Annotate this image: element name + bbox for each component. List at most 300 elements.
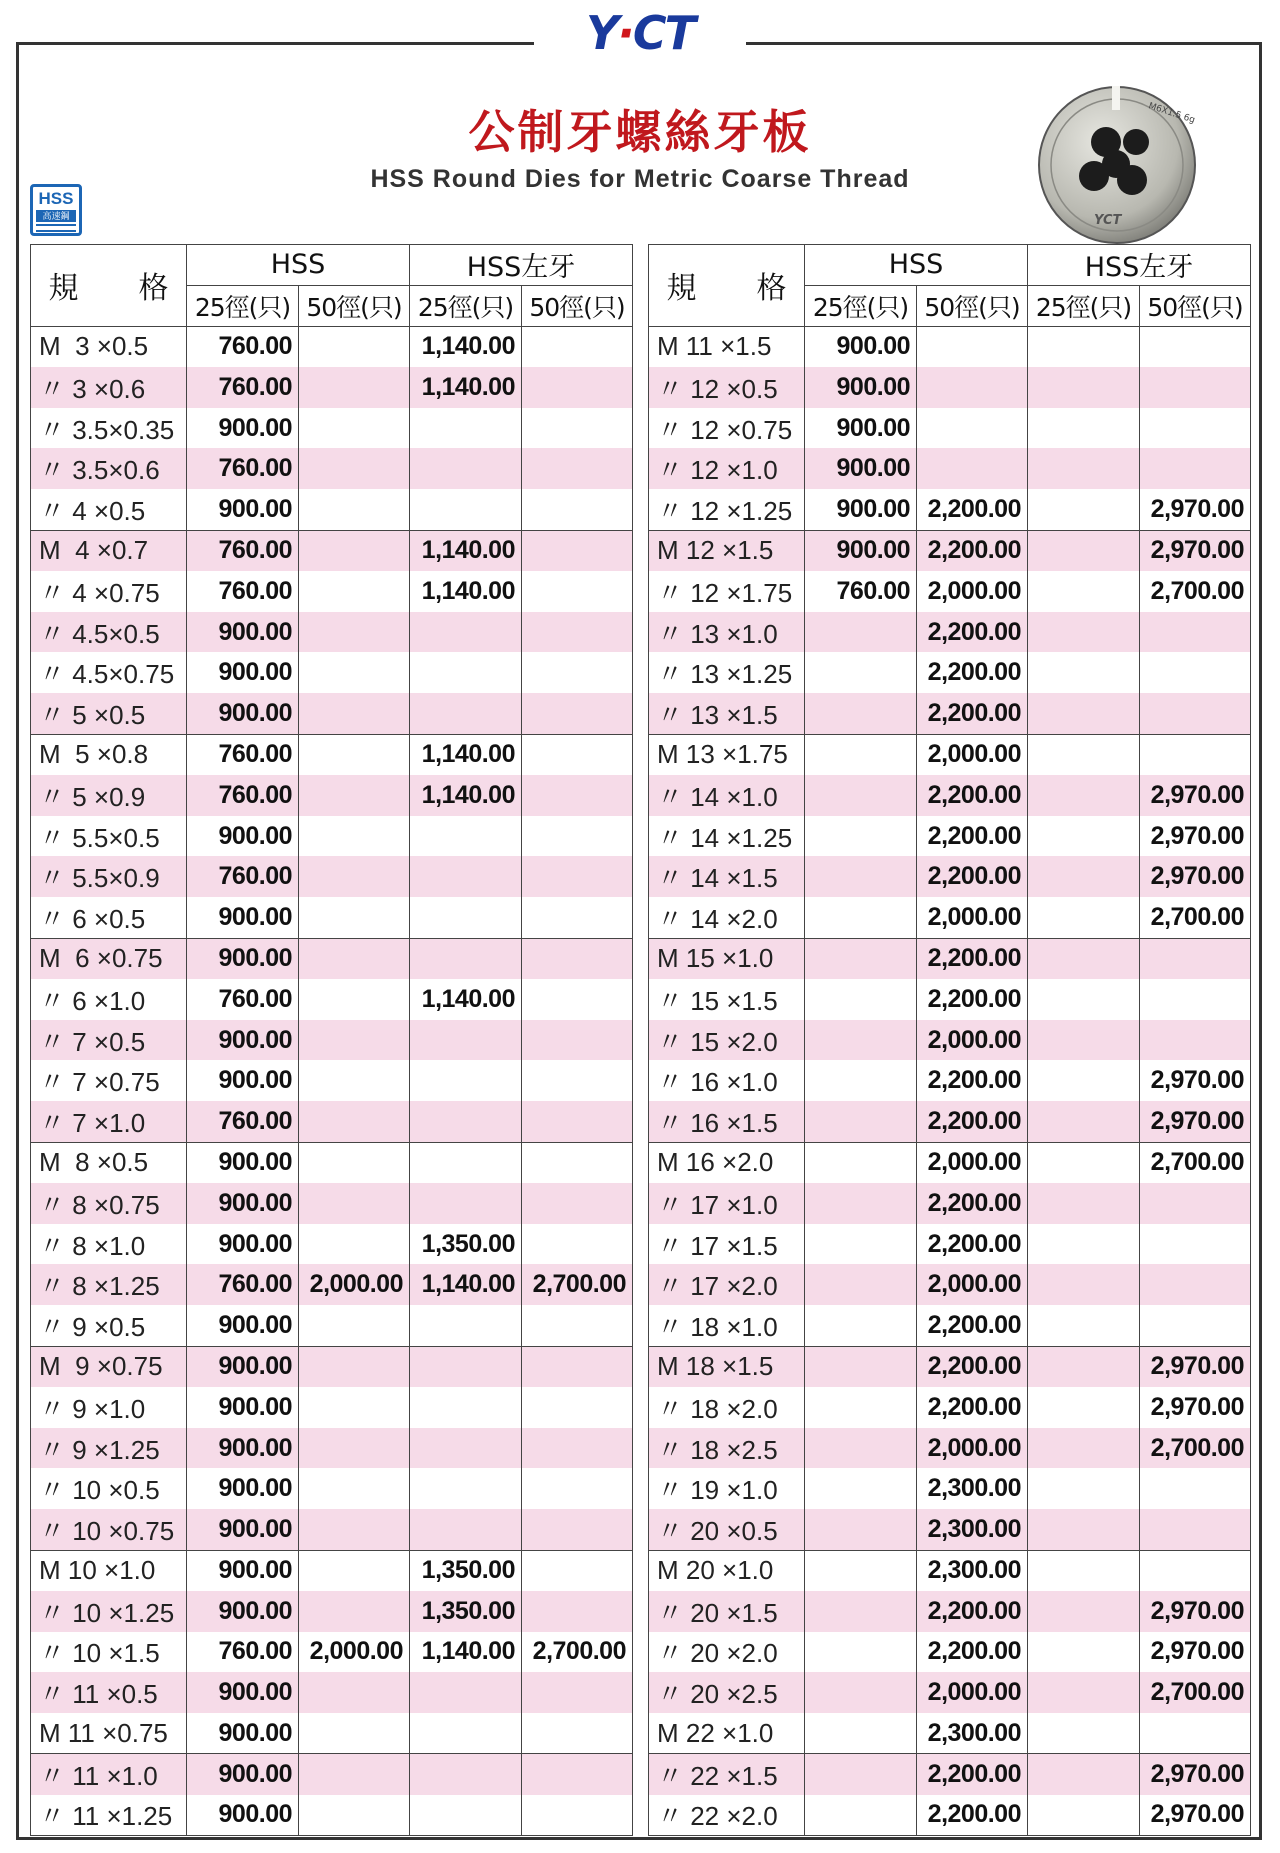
hss-left-25-price bbox=[1028, 1754, 1140, 1795]
hss-50-price: 2,200.00 bbox=[917, 1224, 1028, 1265]
hss-50-price: 2,300.00 bbox=[917, 1468, 1028, 1509]
spec-cell: 〃 13 ×1.5 bbox=[649, 693, 805, 734]
hss-left-50-price bbox=[522, 652, 633, 693]
table-row bbox=[31, 571, 633, 612]
hss-left-50-price: 2,970.00 bbox=[1140, 856, 1251, 897]
spec-cell: 〃 22 ×1.5 bbox=[649, 1754, 805, 1795]
hss-25-price: 760.00 bbox=[805, 571, 917, 612]
hss-50-price: 2,200.00 bbox=[917, 1591, 1028, 1632]
hss-left-25-price bbox=[1028, 1101, 1140, 1142]
hss-left-25-price bbox=[410, 1020, 522, 1061]
hss-50-price bbox=[299, 612, 410, 653]
table-row bbox=[649, 1632, 1251, 1673]
table-row bbox=[31, 734, 633, 775]
hss-25-price: 900.00 bbox=[187, 408, 299, 449]
hss-25-price bbox=[805, 1264, 917, 1305]
hss-left-25-price bbox=[1028, 1020, 1140, 1061]
table-row bbox=[31, 1672, 633, 1713]
hss-left-25-price bbox=[1028, 1346, 1140, 1387]
hss-50-header: 50徑(只) bbox=[917, 285, 1028, 326]
hss-50-price bbox=[299, 1020, 410, 1061]
spec-cell: 〃 13 ×1.0 bbox=[649, 612, 805, 653]
hss-left-25-price bbox=[1028, 530, 1140, 571]
hss-left-25-price bbox=[1028, 1672, 1140, 1713]
table-row bbox=[31, 1346, 633, 1387]
hss-left-50-price bbox=[522, 1795, 633, 1836]
hss-left-25-price bbox=[1028, 1264, 1140, 1305]
hss-25-price bbox=[805, 734, 917, 775]
hss-50-price bbox=[299, 1183, 410, 1224]
spec-cell: 〃 20 ×2.0 bbox=[649, 1632, 805, 1673]
hss-25-price: 900.00 bbox=[805, 448, 917, 489]
hss-left-50-price bbox=[522, 1020, 633, 1061]
spec-cell: M 10 ×1.0 bbox=[31, 1550, 187, 1591]
spec-cell: M 11 ×0.75 bbox=[31, 1713, 187, 1754]
price-table-left bbox=[30, 244, 633, 1836]
hss-left-25-price bbox=[410, 816, 522, 857]
table-row bbox=[649, 1672, 1251, 1713]
hss-25-price: 760.00 bbox=[187, 1632, 299, 1673]
table-row bbox=[31, 1428, 633, 1469]
table-row bbox=[31, 1020, 633, 1061]
table-row bbox=[649, 448, 1251, 489]
hss-25-price: 760.00 bbox=[187, 775, 299, 816]
hss-25-price bbox=[805, 979, 917, 1020]
hss-25-price bbox=[805, 652, 917, 693]
hss-left-50-price: 2,700.00 bbox=[1140, 897, 1251, 938]
table-row bbox=[31, 938, 633, 979]
hss-left-50-price bbox=[1140, 1020, 1251, 1061]
hss-left-50-price bbox=[522, 1387, 633, 1428]
hss-left-25-price bbox=[1028, 897, 1140, 938]
hss-50-price: 2,200.00 bbox=[917, 775, 1028, 816]
hss-left-25-price bbox=[410, 938, 522, 979]
hss-left-50-price: 2,970.00 bbox=[1140, 1795, 1251, 1836]
hss-left-50-price bbox=[522, 1550, 633, 1591]
hss-25-price: 900.00 bbox=[805, 530, 917, 571]
hss-50-price bbox=[299, 652, 410, 693]
spec-cell: 〃 12 ×0.75 bbox=[649, 408, 805, 449]
hss-left-25-price bbox=[1028, 1550, 1140, 1591]
hss-25-price bbox=[805, 775, 917, 816]
hss-25-price: 760.00 bbox=[187, 448, 299, 489]
die-logo: YCT bbox=[1094, 213, 1122, 228]
hss-25-price: 760.00 bbox=[187, 856, 299, 897]
hss-left-50-price bbox=[522, 571, 633, 612]
hss-50-price: 2,000.00 bbox=[917, 734, 1028, 775]
spec-cell: 〃 12 ×1.0 bbox=[649, 448, 805, 489]
table-row bbox=[31, 1550, 633, 1591]
hss-25-price: 900.00 bbox=[187, 1754, 299, 1795]
hss-50-price bbox=[299, 1101, 410, 1142]
hss-25-price: 900.00 bbox=[187, 1672, 299, 1713]
hss-25-price: 900.00 bbox=[187, 1183, 299, 1224]
hss-25-price: 900.00 bbox=[187, 816, 299, 857]
spec-cell: 〃 3.5×0.6 bbox=[31, 448, 187, 489]
spec-cell: M 4 ×0.7 bbox=[31, 530, 187, 571]
hss-50-price: 2,200.00 bbox=[917, 1346, 1028, 1387]
hss-left-50-price bbox=[522, 1713, 633, 1754]
hss-left-header: HSS左牙 bbox=[410, 245, 633, 286]
spec-cell: 〃 18 ×2.0 bbox=[649, 1387, 805, 1428]
hss-25-price bbox=[805, 816, 917, 857]
hss-left-50-price bbox=[522, 1754, 633, 1795]
spec-cell: 〃 11 ×0.5 bbox=[31, 1672, 187, 1713]
hss-50-price: 2,200.00 bbox=[917, 1632, 1028, 1673]
hss-50-price: 2,200.00 bbox=[917, 693, 1028, 734]
hss-left-25-price bbox=[1028, 612, 1140, 653]
table-row bbox=[649, 326, 1251, 367]
hss-25-price bbox=[805, 1672, 917, 1713]
spec-cell: 〃 10 ×0.75 bbox=[31, 1509, 187, 1550]
hss-50-price bbox=[299, 1142, 410, 1183]
hss-left-50-price bbox=[522, 1468, 633, 1509]
hss-50-price bbox=[299, 1387, 410, 1428]
hss-25-price: 900.00 bbox=[187, 1142, 299, 1183]
hss-25-price bbox=[805, 1183, 917, 1224]
spec-cell: 〃 20 ×2.5 bbox=[649, 1672, 805, 1713]
hss-25-price: 900.00 bbox=[187, 938, 299, 979]
hss-left-50-price bbox=[1140, 1509, 1251, 1550]
table-row bbox=[649, 1142, 1251, 1183]
hss-50-price bbox=[299, 856, 410, 897]
hss-left-50-price: 2,700.00 bbox=[522, 1264, 633, 1305]
hss-left-50-price: 2,700.00 bbox=[1140, 1428, 1251, 1469]
hss-50-price bbox=[299, 897, 410, 938]
spec-cell: M 9 ×0.75 bbox=[31, 1346, 187, 1387]
hss-25-price: 900.00 bbox=[187, 1305, 299, 1346]
hss-header: HSS bbox=[187, 245, 410, 286]
hss-25-price: 900.00 bbox=[805, 408, 917, 449]
hss-25-price: 760.00 bbox=[187, 367, 299, 408]
table-row bbox=[31, 897, 633, 938]
hss-50-price bbox=[299, 1346, 410, 1387]
table-row bbox=[31, 775, 633, 816]
table-row bbox=[31, 1754, 633, 1795]
die-marking: M6X1.5 6g bbox=[1147, 101, 1197, 126]
table-row bbox=[31, 693, 633, 734]
hss-50-price: 2,000.00 bbox=[917, 897, 1028, 938]
hss-25-price: 900.00 bbox=[805, 367, 917, 408]
spec-cell: 〃 8 ×1.0 bbox=[31, 1224, 187, 1265]
hss-left-50-price: 2,970.00 bbox=[1140, 1346, 1251, 1387]
hss-25-price: 900.00 bbox=[187, 1468, 299, 1509]
hss-25-price: 900.00 bbox=[187, 1387, 299, 1428]
hss-left-25-price bbox=[1028, 448, 1140, 489]
hss-left-25-price bbox=[1028, 1591, 1140, 1632]
hss-50-price: 2,300.00 bbox=[917, 1550, 1028, 1591]
table-row bbox=[649, 979, 1251, 1020]
hss-50-price bbox=[917, 326, 1028, 367]
hss-left-50-price: 2,970.00 bbox=[1140, 1101, 1251, 1142]
spec-cell: 〃 3 ×0.6 bbox=[31, 367, 187, 408]
table-row bbox=[649, 1754, 1251, 1795]
hss-left-25-price: 1,140.00 bbox=[410, 326, 522, 367]
spec-cell: M 22 ×1.0 bbox=[649, 1713, 805, 1754]
spec-cell: 〃 14 ×1.25 bbox=[649, 816, 805, 857]
table-row bbox=[31, 489, 633, 530]
hss-left-25-price bbox=[1028, 1224, 1140, 1265]
hss-50-price: 2,000.00 bbox=[917, 1142, 1028, 1183]
hss-left-50-price bbox=[522, 816, 633, 857]
table-row bbox=[31, 816, 633, 857]
hss-left-25-price bbox=[410, 408, 522, 449]
table-row bbox=[649, 1387, 1251, 1428]
table-row bbox=[31, 1183, 633, 1224]
hss-50-price bbox=[299, 775, 410, 816]
hss-50-price: 2,000.00 bbox=[917, 1428, 1028, 1469]
hss-50-price bbox=[299, 326, 410, 367]
hss-left-50-price: 2,970.00 bbox=[1140, 1632, 1251, 1673]
hss-25-price bbox=[805, 1550, 917, 1591]
hss-50-price bbox=[299, 1754, 410, 1795]
hss-left-50-price bbox=[522, 1672, 633, 1713]
hss-25-price: 900.00 bbox=[187, 489, 299, 530]
hss-left-25-price bbox=[1028, 1509, 1140, 1550]
table-row bbox=[31, 1591, 633, 1632]
table-row bbox=[649, 775, 1251, 816]
hss-left-50-price bbox=[1140, 734, 1251, 775]
table-row bbox=[649, 1346, 1251, 1387]
table-row bbox=[649, 897, 1251, 938]
table-row bbox=[649, 489, 1251, 530]
hss-left-25-price bbox=[410, 1060, 522, 1101]
hss-left-25-price bbox=[1028, 571, 1140, 612]
hss-50-price: 2,000.00 bbox=[917, 571, 1028, 612]
table-row bbox=[649, 1550, 1251, 1591]
hss-25-price bbox=[805, 1632, 917, 1673]
hss-25-price: 900.00 bbox=[187, 1346, 299, 1387]
hss-25-price bbox=[805, 1509, 917, 1550]
hss-left-25-price bbox=[1028, 693, 1140, 734]
table-row bbox=[649, 1224, 1251, 1265]
hss-25-price bbox=[805, 1713, 917, 1754]
hss-left-50-price bbox=[522, 897, 633, 938]
spec-cell: M 18 ×1.5 bbox=[649, 1346, 805, 1387]
page-subtitle: HSS Round Dies for Metric Coarse Thread bbox=[370, 165, 910, 193]
hss-left-25-price bbox=[410, 489, 522, 530]
spec-cell: M 16 ×2.0 bbox=[649, 1142, 805, 1183]
spec-cell: M 15 ×1.0 bbox=[649, 938, 805, 979]
hss-left-50-price: 2,970.00 bbox=[1140, 489, 1251, 530]
hss-left-50-price bbox=[522, 408, 633, 449]
hss-50-price: 2,200.00 bbox=[917, 530, 1028, 571]
hss-left-25-price bbox=[1028, 816, 1140, 857]
hss-25-price: 900.00 bbox=[187, 612, 299, 653]
table-row bbox=[649, 1713, 1251, 1754]
hss-50-price bbox=[299, 693, 410, 734]
hss-left-50-price bbox=[522, 448, 633, 489]
hss-25-price bbox=[805, 693, 917, 734]
hss-50-price bbox=[299, 1713, 410, 1754]
spec-cell: 〃 20 ×1.5 bbox=[649, 1591, 805, 1632]
hss-left-50-price bbox=[1140, 1550, 1251, 1591]
hss-50-price: 2,300.00 bbox=[917, 1713, 1028, 1754]
table-row bbox=[649, 1183, 1251, 1224]
hss-50-price: 2,200.00 bbox=[917, 1101, 1028, 1142]
hss-left-50-header: 50徑(只) bbox=[522, 285, 633, 326]
hss-left-header: HSS左牙 bbox=[1028, 245, 1251, 286]
hss-left-50-price bbox=[1140, 1224, 1251, 1265]
table-row bbox=[31, 530, 633, 571]
hss-50-price bbox=[299, 448, 410, 489]
hss-left-50-price: 2,970.00 bbox=[1140, 1591, 1251, 1632]
hss-50-price: 2,000.00 bbox=[299, 1264, 410, 1305]
hss-left-25-price bbox=[410, 1305, 522, 1346]
hss-25-price bbox=[805, 1754, 917, 1795]
hss-50-price bbox=[299, 1509, 410, 1550]
hss-left-50-price bbox=[1140, 612, 1251, 653]
table-row bbox=[649, 612, 1251, 653]
hss-50-price: 2,200.00 bbox=[917, 1060, 1028, 1101]
spec-cell: 〃 5 ×0.9 bbox=[31, 775, 187, 816]
hss-left-50-price bbox=[522, 367, 633, 408]
hss-left-25-price: 1,140.00 bbox=[410, 530, 522, 571]
hss-50-price bbox=[299, 367, 410, 408]
spec-cell: 〃 3.5×0.35 bbox=[31, 408, 187, 449]
hss-50-price bbox=[299, 1672, 410, 1713]
hss-25-price: 900.00 bbox=[187, 693, 299, 734]
hss-left-25-price bbox=[1028, 734, 1140, 775]
spec-cell: 〃 16 ×1.0 bbox=[649, 1060, 805, 1101]
hss-25-price: 900.00 bbox=[187, 652, 299, 693]
hss-50-price: 2,200.00 bbox=[917, 1795, 1028, 1836]
hss-25-price bbox=[805, 938, 917, 979]
hss-50-price bbox=[299, 1591, 410, 1632]
hss-50-price: 2,200.00 bbox=[917, 856, 1028, 897]
hss-50-price bbox=[299, 1224, 410, 1265]
hss-left-25-price bbox=[1028, 1305, 1140, 1346]
spec-cell: 〃 14 ×1.0 bbox=[649, 775, 805, 816]
hss-left-50-price bbox=[522, 1591, 633, 1632]
table-row bbox=[649, 408, 1251, 449]
hss-25-price: 760.00 bbox=[187, 1101, 299, 1142]
hss-25-price: 760.00 bbox=[187, 530, 299, 571]
hss-50-price: 2,000.00 bbox=[917, 1264, 1028, 1305]
hss-left-25-price bbox=[1028, 367, 1140, 408]
hss-50-price: 2,200.00 bbox=[917, 1183, 1028, 1224]
hss-left-50-price bbox=[522, 1101, 633, 1142]
spec-cell: 〃 9 ×1.0 bbox=[31, 1387, 187, 1428]
hss-left-25-price bbox=[410, 612, 522, 653]
hss-left-50-header: 50徑(只) bbox=[1140, 285, 1251, 326]
table-row bbox=[649, 1060, 1251, 1101]
hss-left-50-price bbox=[522, 1509, 633, 1550]
spec-cell: 〃 15 ×2.0 bbox=[649, 1020, 805, 1061]
spec-cell: 〃 22 ×2.0 bbox=[649, 1795, 805, 1836]
hss-left-50-price bbox=[1140, 1468, 1251, 1509]
brand-logo bbox=[534, 6, 746, 60]
hss-left-50-price bbox=[1140, 693, 1251, 734]
hss-50-price: 2,200.00 bbox=[917, 938, 1028, 979]
spec-cell: 〃 4.5×0.5 bbox=[31, 612, 187, 653]
hss-50-price bbox=[299, 1550, 410, 1591]
hss-25-price bbox=[805, 1795, 917, 1836]
table-row bbox=[649, 571, 1251, 612]
spec-cell: 〃 20 ×0.5 bbox=[649, 1509, 805, 1550]
hss-50-price: 2,200.00 bbox=[917, 979, 1028, 1020]
hss-left-25-price bbox=[410, 448, 522, 489]
table-row bbox=[649, 1428, 1251, 1469]
brand-logo-text: Y·CT bbox=[586, 6, 694, 60]
hss-25-price: 760.00 bbox=[187, 979, 299, 1020]
table-row bbox=[649, 938, 1251, 979]
hss-left-50-price bbox=[522, 693, 633, 734]
hss-left-25-price bbox=[410, 1795, 522, 1836]
hss-25-price bbox=[805, 1224, 917, 1265]
hss-left-50-price bbox=[1140, 1183, 1251, 1224]
spec-cell: 〃 10 ×0.5 bbox=[31, 1468, 187, 1509]
table-row bbox=[649, 652, 1251, 693]
hss-50-price bbox=[299, 979, 410, 1020]
hss-left-50-price bbox=[522, 530, 633, 571]
hss-50-price bbox=[299, 816, 410, 857]
table-row bbox=[649, 1468, 1251, 1509]
table-row bbox=[31, 1224, 633, 1265]
table-row bbox=[31, 652, 633, 693]
table-row bbox=[31, 367, 633, 408]
hss-25-price: 760.00 bbox=[187, 326, 299, 367]
hss-25-price: 900.00 bbox=[805, 489, 917, 530]
spec-cell: M 11 ×1.5 bbox=[649, 326, 805, 367]
hss-25-price bbox=[805, 1387, 917, 1428]
table-row bbox=[31, 1142, 633, 1183]
table-row bbox=[31, 1509, 633, 1550]
hss-left-25-price: 1,140.00 bbox=[410, 1264, 522, 1305]
hss-left-50-price bbox=[522, 856, 633, 897]
hss-header: HSS bbox=[805, 245, 1028, 286]
hss-left-50-price: 2,970.00 bbox=[1140, 1754, 1251, 1795]
hss-50-price: 2,200.00 bbox=[917, 1754, 1028, 1795]
hss-25-price: 760.00 bbox=[187, 734, 299, 775]
hss-left-50-price bbox=[522, 1346, 633, 1387]
hss-50-price bbox=[299, 938, 410, 979]
hss-left-50-price: 2,700.00 bbox=[1140, 571, 1251, 612]
hss-25-price: 900.00 bbox=[187, 1060, 299, 1101]
spec-cell: 〃 12 ×0.5 bbox=[649, 367, 805, 408]
hss-left-25-price bbox=[1028, 1428, 1140, 1469]
spec-cell: 〃 5.5×0.5 bbox=[31, 816, 187, 857]
hss-left-50-price bbox=[1140, 448, 1251, 489]
spec-cell: 〃 9 ×0.5 bbox=[31, 1305, 187, 1346]
spec-cell: 〃 7 ×1.0 bbox=[31, 1101, 187, 1142]
hss-left-50-price bbox=[1140, 1264, 1251, 1305]
spec-cell: 〃 18 ×1.0 bbox=[649, 1305, 805, 1346]
hss-50-price bbox=[299, 1428, 410, 1469]
spec-cell: 〃 18 ×2.5 bbox=[649, 1428, 805, 1469]
spec-cell: M 8 ×0.5 bbox=[31, 1142, 187, 1183]
hss-left-25-price bbox=[1028, 1060, 1140, 1101]
hss-25-price bbox=[805, 1020, 917, 1061]
spec-cell: 〃 8 ×0.75 bbox=[31, 1183, 187, 1224]
table-row bbox=[31, 612, 633, 653]
spec-cell: 〃 13 ×1.25 bbox=[649, 652, 805, 693]
hss-left-25-price: 1,140.00 bbox=[410, 979, 522, 1020]
table-row bbox=[649, 1264, 1251, 1305]
hss-25-price: 900.00 bbox=[187, 1020, 299, 1061]
table-row bbox=[31, 856, 633, 897]
hss-50-price bbox=[299, 530, 410, 571]
spec-cell: 〃 9 ×1.25 bbox=[31, 1428, 187, 1469]
spec-cell: 〃 17 ×1.0 bbox=[649, 1183, 805, 1224]
hss-50-price: 2,200.00 bbox=[917, 652, 1028, 693]
hss-left-50-price bbox=[522, 938, 633, 979]
hss-50-price bbox=[299, 1468, 410, 1509]
spec-cell: 〃 7 ×0.5 bbox=[31, 1020, 187, 1061]
hss-25-price bbox=[805, 856, 917, 897]
hss-25-price bbox=[805, 1101, 917, 1142]
hss-left-25-price bbox=[1028, 326, 1140, 367]
